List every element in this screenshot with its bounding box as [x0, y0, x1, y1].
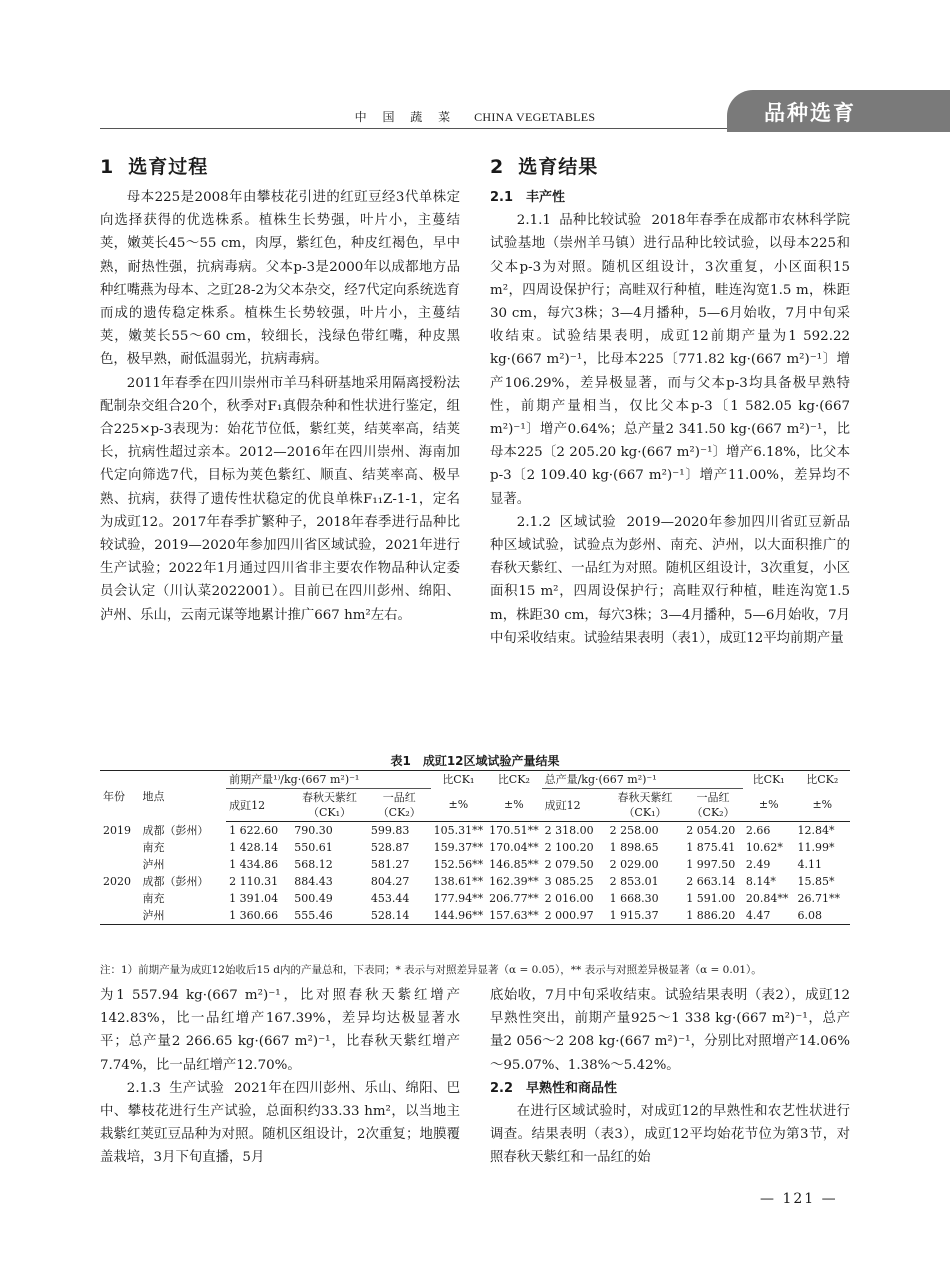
table-header-pm-2: ±%	[486, 789, 542, 822]
table-header-ck1-total-name: 春秋天紫红	[617, 791, 673, 804]
cell-total-vs-ck2: 12.84*	[797, 824, 835, 837]
left-column-bottom	[100, 984, 460, 1170]
table-header-site: 地点	[140, 771, 227, 822]
journal-name-cn: 中 国 蔬 菜	[354, 110, 457, 124]
section-1-paragraph-2: 2011年春季在四川崇州市羊马科研基地采用隔离授粉法配制杂交组合20个，秋季对F₁真假杂种和性状进行鉴定，组合225×p-3表现为：始花节位低，紫红荚，结荚率高，结荚长，抗病性超过亲本。2012—2016年在四川崇州、海南加代定向筛选7代，目标为荚色紫红、顺直、结荚率高、极早熟、抗病，获得了遗传性状稳定的优良单株F₁₁Z-1-1，定名为成豇12。2017年春季扩繁种子，2018年春季进行品种比较试验，2019—2020年参加四川省区域试验，2021年进行生产试验；2022年1月通过四川省非主要农作物品种认定委员会认定（川认菜2022001）。目前已在四川彭州、绵阳、泸州、乐山，云南元谋等地累计推广667 hm²左右。	[100, 375, 460, 623]
table-header-vs-ck2-early: 比CK₂	[486, 771, 542, 789]
table-row	[100, 822, 850, 840]
cell-total-vs-ck2: 6.08	[795, 907, 850, 925]
table-header-vs-ck2-total: 比CK₂	[795, 771, 850, 789]
cell-total-ck1: 2 258.00	[609, 824, 659, 837]
cell-total-ck2: 2 663.14	[686, 875, 736, 888]
subsection-2-1-1	[490, 209, 850, 511]
table-header-ck1-early	[291, 789, 368, 822]
cell-site: 成都（彭州）	[142, 823, 209, 837]
cell-early-vs-ck2: 170.51**	[489, 824, 539, 837]
cell-total-ck2: 1 875.41	[686, 841, 736, 854]
cell-early-vs-ck2: 170.04**	[489, 841, 539, 854]
cell-site: 泸州	[140, 907, 227, 925]
subsection-2-1-2-title: 区域试验	[558, 514, 617, 530]
subsection-2-1-3-number: 2.1.3	[126, 1080, 161, 1096]
table-header-pm-3: ±%	[743, 789, 795, 822]
cell-total-vs-ck2: 26.71**	[797, 892, 841, 905]
cell-total-vs-ck1: 2.49	[745, 858, 771, 871]
cell-early-ck2: 528.14	[368, 907, 431, 925]
table-row	[100, 856, 850, 873]
subsection-2-2-text: 在进行区域试验时，对成豇12的早熟性和农艺性状进行调查。结果表明（表3），成豇12平均始花节位为第3节，对照春秋天紫红和一品红的始	[490, 1104, 850, 1166]
table-row	[100, 907, 850, 925]
cell-site: 泸州	[142, 858, 165, 871]
subsection-2-1-2-number: 2.1.2	[516, 514, 551, 530]
table-header-ck1-early-name: 春秋天紫红	[302, 791, 358, 804]
cell-early-vs-ck1: 105.31**	[433, 824, 484, 837]
cell-total-vs-ck1: 10.62*	[745, 841, 783, 854]
cell-total-ck1: 1 668.30	[609, 892, 659, 905]
subsection-2-1-1-number: 2.1.1	[516, 213, 551, 229]
cell-early-cv: 1 622.60	[229, 824, 279, 837]
table-header-total-yield: 总产量/kg·(667 m²)⁻¹	[542, 771, 743, 789]
cell-total-cv: 2 000.97	[542, 907, 607, 925]
subsection-2-1-1-text: 2018年春季在成都市农林科学院试验基地（崇州羊马镇）进行品种比较试验，以母本225和父本p-3为对照。随机区组设计，3次重复，小区面积15 m²，四周设保护行；高畦双行种植，畦连沟宽1.5 m，株距30 cm，每穴3株；3—4月播种，5—6月始收，7月中旬采收结束。试验结果表明，成豇12前期产量为1 592.22 kg·(667 m²)⁻¹，比母本225〔771.82 kg·(667 m²)⁻¹〕增产106.29%，差异极显著，而与父本p-3均具备极早熟特性，前期产量相当，仅比父本p-3〔1 582.05 kg·(667 m²)⁻¹〕增产0.64%；总产量2 341.50 kg·(667 m²)⁻¹，比母本225〔2 205.20 kg·(667 m²)⁻¹〕增产6.18%，比父本p-3〔2 109.40 kg·(667 m²)⁻¹〕增产11.00%，差异均不显著。	[490, 213, 851, 507]
cell-total-cv: 2 318.00	[544, 824, 594, 837]
section-1-paragraph-1: 母本225是2008年由攀枝花引进的红豇豆经3代单株定向选择获得的优选株系。植株生长势强，叶片小，主蔓结荚，嫩荚长45～55 cm，肉厚，紫红色，种皮红褐色，早中熟，耐热性强，抗病毒病。父本p-3是2000年以成都地方品种红嘴燕为母本、之豇28-2为父本杂交，经7代定向系统选育而成的遗传稳定株系。植株生长势较强，叶片小，主蔓结荚，嫩荚长55～60 cm，较细长，浅绿色带红嘴，种皮黑色，极早熟，耐低温弱光，抗病毒病。	[100, 190, 460, 368]
cell-early-cv: 1 434.86	[229, 858, 279, 871]
cell-total-ck2: 2 054.20	[686, 824, 736, 837]
cell-total-ck2: 1 591.00	[686, 892, 736, 905]
cell-early-ck2: 804.27	[370, 875, 410, 888]
cell-total-cv: 2 100.20	[544, 841, 594, 854]
subsection-2-1-2-text: 2019—2020年参加四川省豇豆新品种区域试验，试验点为彭州、南充、泸州，以大面积推广的春秋天紫红、一品红为对照。随机区组设计，3次重复，小区面积15 m²，四周设保护行；高畦双行种植，畦连沟宽1.5 m，株距30 cm，每穴3株；3—4月播种，5—6月始收，7月中旬采收结束。试验结果表明（表1），成豇12平均前期产量	[490, 514, 851, 646]
cell-early-vs-ck2: 162.39**	[489, 875, 539, 888]
cell-early-vs-ck1: 159.37**	[433, 841, 484, 854]
journal-name-en: CHINA VEGETABLES	[474, 110, 596, 124]
cell-total-vs-ck1: 20.84**	[745, 892, 789, 905]
section-2-number: 2	[490, 156, 505, 178]
table-header-ck1-early-tag: （CK₁）	[308, 806, 352, 819]
cell-early-cv: 1 428.14	[229, 841, 279, 854]
cell-total-ck2: 1 886.20	[683, 907, 743, 925]
subsection-2-1-2-continued: 为1 557.94 kg·(667 m²)⁻¹，比对照春秋天紫红增产142.83%，比一品红增产167.39%，差异均达极显著水平；总产量2 266.65 kg·(667 m²)⁻¹，比春秋天紫红增产7.74%，比一品红增产12.70%。	[100, 988, 460, 1073]
cell-early-vs-ck1: 138.61**	[433, 875, 484, 888]
table-header-ck2-total-name: 一品红	[696, 791, 730, 804]
cell-early-cv: 1 391.04	[229, 892, 279, 905]
subsection-2-1-2	[490, 511, 850, 650]
subsection-2-1-3-title: 生产试验	[168, 1080, 225, 1096]
right-column-top	[490, 186, 850, 650]
cell-total-ck1: 2 853.01	[609, 875, 659, 888]
cell-early-vs-ck1: 152.56**	[433, 858, 484, 871]
table-header-ck2-total	[683, 789, 743, 822]
table-header-early-yield: 前期产量¹⁾/kg·(667 m²)⁻¹	[226, 771, 430, 789]
cell-total-vs-ck1: 2.66	[745, 824, 771, 837]
cell-total-ck2: 1 997.50	[686, 858, 736, 871]
cell-site: 南充	[142, 892, 165, 905]
cell-total-cv: 2 079.50	[544, 858, 594, 871]
cell-year: 2020	[103, 875, 131, 888]
table-header-pm-4: ±%	[795, 789, 850, 822]
cell-early-ck1: 555.46	[291, 907, 368, 925]
subsection-2-2-heading: 2.2 早熟性和商品性	[490, 1080, 618, 1096]
table-1-caption: 表1 成豇12区域试验产量结果	[390, 754, 560, 768]
table-header-ck1-total-tag: （CK₁）	[623, 806, 667, 819]
table-header-ck2-early-name: 一品红	[382, 791, 416, 804]
page-number: — 121 —	[760, 1191, 838, 1207]
cell-early-ck1: 884.43	[294, 875, 333, 888]
table-header-cultivar-early: 成豇12	[226, 789, 291, 822]
cell-early-cv: 2 110.31	[229, 875, 279, 888]
cell-early-ck1: 500.49	[294, 892, 333, 905]
cell-total-ck1: 1 915.37	[607, 907, 684, 925]
cell-total-vs-ck1: 4.47	[743, 907, 795, 925]
subsection-2-1-3-continued: 底始收，7月中旬采收结束。试验结果表明（表2），成豇12早熟性突出，前期产量925～1 338 kg·(667 m²)⁻¹，总产量2 056～2 208 kg·(667 m²)⁻¹，分别比对照增产14.06%～95.07%、1.38%～5.42%。	[490, 988, 850, 1073]
subsection-2-1-1-title: 品种比较试验	[558, 213, 642, 229]
section-2-title: 选育结果	[518, 156, 599, 178]
subsection-2-1-heading: 2.1 丰产性	[490, 190, 566, 205]
cell-year: 2019	[103, 823, 131, 837]
table-header-ck2-early	[368, 789, 431, 822]
cell-early-ck1: 568.12	[294, 858, 333, 871]
cell-early-ck2: 453.44	[370, 892, 410, 905]
cell-early-ck2: 599.83	[370, 824, 410, 837]
table-row	[100, 890, 850, 907]
cell-early-ck1: 550.61	[294, 841, 333, 854]
cell-year	[100, 839, 140, 856]
cell-early-vs-ck2: 206.77**	[489, 892, 539, 905]
cell-total-vs-ck2: 11.99*	[797, 841, 835, 854]
cell-year	[100, 890, 140, 907]
cell-year	[100, 856, 140, 873]
table-row	[100, 839, 850, 856]
section-1-number: 1	[100, 156, 115, 178]
cell-total-cv: 3 085.25	[544, 875, 594, 888]
subsection-2-1-3	[100, 1077, 460, 1170]
table-header-vs-ck1-total: 比CK₁	[743, 771, 795, 789]
cell-year	[100, 907, 140, 925]
section-2-heading	[490, 152, 598, 179]
right-column-bottom	[490, 984, 850, 1170]
table-header-ck1-total	[607, 789, 684, 822]
table-header-vs-ck1-early: 比CK₁	[431, 771, 487, 789]
section-1-heading	[100, 152, 208, 179]
table-header-ck2-total-tag: （CK₂）	[691, 806, 735, 819]
cell-early-cv: 1 360.66	[226, 907, 291, 925]
table-header-year: 年份	[100, 771, 140, 822]
table-1	[100, 770, 850, 925]
cell-early-ck2: 528.87	[370, 841, 410, 854]
section-tab: 品种选育	[727, 90, 950, 132]
cell-early-vs-ck1: 144.96**	[431, 907, 487, 925]
table-header-ck2-early-tag: （CK₂）	[377, 806, 421, 819]
cell-total-ck1: 2 029.00	[609, 858, 659, 871]
cell-total-vs-ck2: 15.85*	[797, 875, 835, 888]
cell-total-ck1: 1 898.65	[609, 841, 659, 854]
cell-total-vs-ck2: 4.11	[797, 858, 823, 871]
cell-site: 成都（彭州）	[142, 875, 209, 888]
cell-early-ck2: 581.27	[370, 858, 410, 871]
section-1-title: 选育过程	[128, 156, 209, 178]
table-1-note: 注：1）前期产量为成豇12始收后15 d内的产量总和，下表同；* 表示与对照差异显著（α = 0.05），** 表示与对照差异极显著（α = 0.01）。	[100, 964, 762, 976]
cell-early-vs-ck2: 146.85**	[489, 858, 539, 871]
table-row	[100, 873, 850, 890]
cell-total-vs-ck1: 8.14*	[745, 875, 776, 888]
cell-early-ck1: 790.30	[294, 824, 333, 837]
table-header-pm-1: ±%	[431, 789, 487, 822]
cell-site: 南充	[142, 841, 165, 854]
subsection-2-1-3-text: 2021年在四川彭州、乐山、绵阳、巴中、攀枝花进行生产试验，总面积约33.33 hm²，以当地主栽紫红荚豇豆品种为对照。随机区组设计，2次重复；地膜覆盖栽培，3月下旬直播，5月	[100, 1080, 461, 1166]
table-header-cultivar-total: 成豇12	[542, 789, 607, 822]
cell-total-cv: 2 016.00	[544, 892, 594, 905]
cell-early-vs-ck1: 177.94**	[433, 892, 484, 905]
cell-early-vs-ck2: 157.63**	[486, 907, 542, 925]
left-column-top	[100, 186, 460, 627]
